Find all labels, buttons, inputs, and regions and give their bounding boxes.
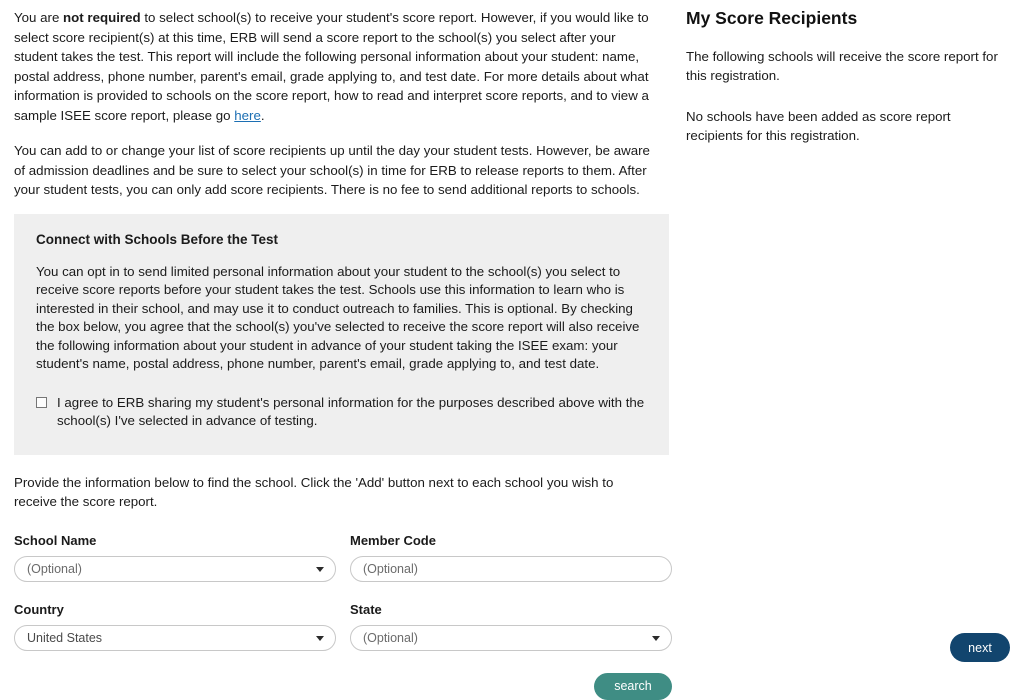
intro-p1-part-a: You are (14, 10, 64, 25)
consent-checkbox-row[interactable] (36, 394, 647, 431)
intro-paragraph-1 (14, 8, 658, 125)
field-member-code (350, 533, 686, 582)
state-label: State (350, 601, 382, 617)
next-button[interactable]: next (950, 633, 1010, 662)
member-code-input[interactable] (350, 556, 672, 582)
member-code-value: (Optional) (363, 561, 418, 576)
recipients-description: The following schools will receive the score report for this registration. (686, 49, 998, 83)
member-code-label: Member Code (350, 532, 436, 548)
form-row-spacer-right (350, 582, 686, 602)
score-report-info-link[interactable]: here (234, 107, 261, 123)
consent-checkbox-label: I agree to ERB sharing my student's personal information for the purposes described above with the school(s) I've selected in advance of testing. (57, 394, 645, 428)
school-search-instructions: Provide the information below to find the school. Click the 'Add' button next to each school you wish to receive the score report. (14, 474, 614, 509)
field-school-name (14, 533, 350, 582)
my-score-recipients-title: My Score Recipients (686, 8, 858, 28)
school-name-value: (Optional) (27, 561, 82, 576)
consent-checkbox[interactable] (36, 397, 47, 408)
school-name-label: School Name (14, 532, 97, 548)
school-name-select[interactable] (14, 556, 336, 582)
search-button[interactable]: search (594, 673, 672, 700)
state-value: (Optional) (363, 630, 418, 645)
recipients-empty-state: No schools have been added as score report recipients for this registration. (686, 109, 951, 143)
field-state (350, 602, 686, 651)
country-label: Country (14, 601, 64, 617)
chevron-down-icon (652, 636, 660, 641)
panel-title: Connect with Schools Before the Test (36, 231, 279, 247)
intro-p1-part-c: . (260, 107, 265, 123)
chevron-down-icon (316, 567, 324, 572)
search-button-row (14, 673, 686, 700)
intro-paragraph-2: You can add to or change your list of score recipients up until the day your student tests. However, be aware of admission deadlines and be sure to select your school(s) in time for ERB to release reports to them. After your student tests, you can only add score recipients. There is no fee to send additional reports to schools. (14, 143, 650, 197)
connect-with-schools-panel (14, 214, 669, 455)
intro-p1-emphasis: not required (63, 10, 141, 25)
country-select[interactable] (14, 625, 336, 651)
form-row-spacer-left (14, 582, 350, 602)
my-score-recipients-panel (686, 0, 1016, 167)
panel-body-text: You can opt in to send limited personal information about your student to the school(s) you select to receive score reports before your student takes the test. Schools use this information to learn who is interested in their school, and may use it to conduct outreach to families. This is optional. By checking the box below, you agree that the school(s) you've selected to receive the score report will also receive the following information about your student in advance of your student taking the ISEE exam: your student's name, postal address, phone number, parent's email, grade applying to, and test date. (36, 263, 640, 371)
chevron-down-icon (316, 636, 324, 641)
intro-p1-part-b: to select school(s) to receive your student's score report. However, if you would like to select score recipient(s) at this time, ERB will send a score report to the school(s) you select after your student takes the test. This report will include the following personal information about your student: name, postal address, phone number, parent's email, grade applying to, and test date. For more details about what information is provided to schools on the score report, how to read and interpret score reports, and to view a sample ISEE score report, please go (14, 10, 649, 123)
field-country (14, 602, 350, 651)
state-select[interactable] (350, 625, 672, 651)
country-value: United States (27, 630, 103, 645)
school-search-form (14, 533, 658, 651)
